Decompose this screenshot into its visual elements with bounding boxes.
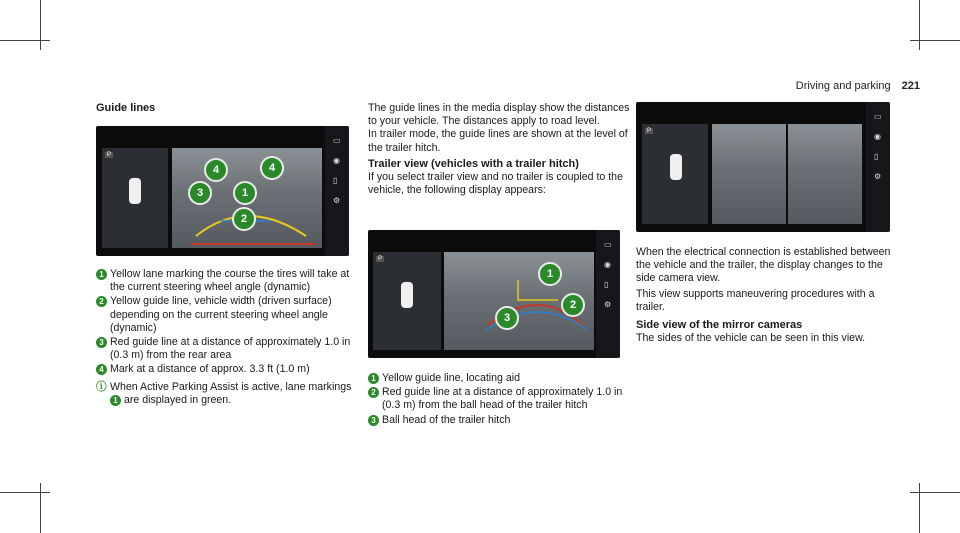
side-camera-screen: [636, 102, 890, 232]
section-title: Driving and parking: [795, 80, 891, 92]
legend-item: [368, 414, 630, 427]
legend-item: [96, 268, 352, 294]
settings-icon[interactable]: ⚙: [604, 300, 612, 309]
legend-text: Yellow guide line, locating aid: [382, 372, 521, 384]
trailer-view-heading: Trailer view (vehicles with a trailer hitch): [368, 157, 579, 170]
camera-icon[interactable]: ▭: [874, 112, 882, 121]
crop-mark: [40, 0, 41, 50]
callout: 2: [561, 293, 585, 317]
mirror-cameras-heading: Side view of the mirror cameras: [636, 319, 803, 332]
callout: 4: [260, 156, 284, 180]
parking-sensor-icon[interactable]: ◉: [604, 260, 611, 269]
intro-text: The guide lines in the media display show the distances to your vehicle. The distances apply to road level.: [368, 102, 630, 128]
guide-lines-overlay: [96, 126, 349, 256]
legend-text: Ball head of the trailer hitch: [382, 413, 511, 426]
function-bar: [866, 102, 890, 232]
callout: 1: [233, 181, 257, 205]
crop-mark: [910, 492, 960, 493]
parking-sensor-icon[interactable]: ◉: [333, 156, 340, 165]
middle-column: [368, 102, 630, 197]
legend-number: 1: [368, 373, 379, 384]
crop-mark: [919, 483, 920, 533]
right-column: [636, 246, 894, 345]
mirror-cameras-text: The sides of the vehicle can be seen in this view.: [636, 332, 866, 345]
note-text: are displayed in green.: [123, 393, 232, 406]
trailer-icon[interactable]: ▯: [333, 176, 338, 185]
parking-tag: P: [378, 256, 383, 262]
callout: 3: [495, 306, 519, 330]
legend-number: 2: [368, 387, 379, 398]
trailer-icon[interactable]: ▯: [874, 152, 879, 161]
callout: 4: [204, 158, 228, 182]
crop-mark: [0, 40, 50, 41]
page-header: [796, 80, 920, 92]
trailer-guide-overlay: [368, 230, 620, 358]
legend-item: [96, 336, 352, 362]
left-column: [96, 102, 352, 115]
legend-item: [96, 295, 352, 335]
trailer-view-text: If you select trailer view and no trailer is coupled to the vehicle, the following display appears:: [368, 171, 623, 197]
legend-text: Yellow lane marking the course the tires will take at the current steering wheel angle (dynamic): [110, 268, 350, 294]
legend-item: [368, 372, 630, 385]
crop-mark: [0, 492, 50, 493]
callout: 2: [232, 207, 256, 231]
crop-mark: [40, 483, 41, 533]
legend-item: [368, 386, 630, 412]
guide-lines-screen: [96, 126, 349, 256]
guide-lines-legend: [96, 268, 352, 408]
legend-text: Mark at a distance of approx. 3.3 ft (1.0 m): [110, 363, 310, 376]
legend-text: Red guide line at a distance of approximately 1.0 in (0.3 m) from the rear area: [110, 336, 351, 362]
trailer-icon[interactable]: ▯: [604, 280, 609, 289]
vehicle-icon: [670, 154, 682, 180]
crop-mark: [910, 40, 960, 41]
info-icon: ⓘ: [96, 380, 107, 393]
legend-number: 1: [96, 269, 107, 280]
camera-icon[interactable]: ▭: [604, 240, 612, 249]
legend-item: [96, 363, 352, 376]
note: [96, 381, 352, 407]
function-bar: [325, 126, 349, 256]
trailer-mode-text: In trailer mode, the guide lines are shown at the level of the trailer hitch.: [368, 128, 628, 154]
note-reference: 1: [110, 395, 121, 406]
crop-mark: [919, 0, 920, 50]
callout: 1: [538, 262, 562, 286]
connection-text: When the electrical connection is established between the vehicle and the trailer, the display changes to the side camera view.: [636, 246, 891, 285]
trailer-view-screen: [368, 230, 620, 358]
parking-sensor-icon[interactable]: ◉: [874, 132, 881, 141]
callout: 3: [188, 181, 212, 205]
settings-icon[interactable]: ⚙: [333, 196, 341, 205]
note-text: When Active Parking Assist is active, lane markings: [110, 380, 352, 393]
support-text: This view supports maneuvering procedures with a trailer.: [636, 287, 875, 313]
function-bar: [596, 230, 620, 358]
left-side-camera: [712, 124, 786, 224]
guide-lines-heading: Guide lines: [96, 102, 156, 114]
legend-number: 4: [96, 364, 107, 375]
legend-number: 3: [96, 337, 107, 348]
legend-text: Yellow guide line, vehicle width (driven surface) depending on the current steering wheel angle (dynamic): [110, 295, 332, 334]
trailer-legend: [368, 372, 630, 428]
camera-icon[interactable]: ▭: [333, 136, 341, 145]
legend-number: 2: [96, 296, 107, 307]
parking-tag: P: [647, 128, 652, 134]
settings-icon[interactable]: ⚙: [874, 172, 882, 181]
page-number: 221: [901, 80, 920, 92]
legend-number: 3: [368, 415, 379, 426]
right-side-camera: [788, 124, 862, 224]
parking-tag: P: [107, 152, 112, 158]
legend-text: Red guide line at a distance of approximately 1.0 in (0.3 m) from the ball head of the trailer hitch: [382, 386, 623, 412]
